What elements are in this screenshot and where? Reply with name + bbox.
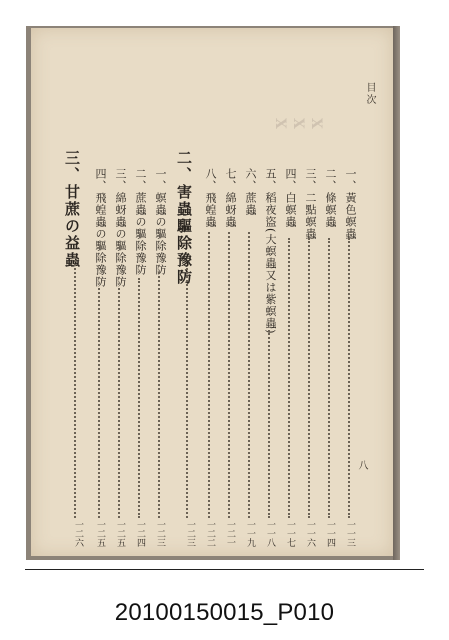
toc-entry-page: 一一九 [245, 520, 255, 547]
leader-dots [268, 330, 272, 518]
bleed-through-mark: X [308, 118, 324, 129]
toc-entry-label: 五、稻夜盜(大螟蟲又は紫螟蟲) [264, 168, 277, 335]
toc-entry-page: 一一四 [325, 520, 335, 547]
leader-dots [98, 288, 102, 518]
bleed-through-mark: X [290, 118, 306, 129]
toc-entry-page: 一一八 [265, 520, 275, 547]
page-number: 八 [356, 460, 367, 470]
toc-entry-page: 一二五 [115, 520, 125, 547]
toc-entry-label: 一、螟蟲の驅除豫防 [154, 168, 167, 276]
leader-dots [288, 238, 292, 518]
leader-dots [248, 232, 252, 518]
leader-dots [228, 232, 232, 518]
page-edge [393, 26, 400, 560]
toc-entry-page: 一二三 [185, 520, 195, 547]
toc-entry-label: 三、二點螟蟲 [304, 168, 317, 240]
toc-entry-label: 四、飛蝗蟲の驅除豫防 [94, 168, 107, 288]
section-label: 三、甘蔗の益蟲 [63, 150, 81, 269]
toc-entry-page: 一一三 [345, 520, 355, 547]
toc-entry-page: 一二一 [225, 520, 235, 547]
leader-dots [158, 272, 162, 518]
toc-entry-page: 一二四 [135, 520, 145, 547]
header-title: 目次 [364, 82, 375, 106]
leader-dots [186, 268, 190, 518]
leader-dots [308, 238, 312, 518]
leader-dots [208, 232, 212, 518]
toc-entry-label: 六、蔗蟲 [244, 168, 257, 216]
toc-entry-page: 一一七 [285, 520, 295, 547]
toc-entry-page: 一一六 [305, 520, 315, 547]
toc-entry-label: 四、白螟蟲 [284, 168, 297, 228]
toc-entry-label: 七、綿蚜蟲 [224, 168, 237, 228]
leader-dots [74, 256, 78, 518]
bleed-through-mark: X [272, 118, 288, 129]
toc-entry-page: 一二六 [73, 520, 83, 547]
toc-entry-label: 三、綿蚜蟲の驅除豫防 [114, 168, 127, 288]
toc-entry-label: 八、飛蝗蟲 [204, 168, 217, 228]
leader-dots [118, 288, 122, 518]
toc-entry-label: 一、黃色螟蟲 [344, 168, 357, 240]
image-caption: 20100150015_P010 [114, 599, 335, 626]
section-label: 二、害蟲驅除豫防 [175, 150, 193, 286]
leader-dots [348, 238, 352, 518]
toc-entry-page: 一二三 [155, 520, 165, 547]
leader-dots [138, 278, 142, 518]
caption-divider [25, 569, 424, 570]
leader-dots [328, 238, 332, 518]
toc-entry-label: 二、蔗蟲の驅除豫防 [134, 168, 147, 276]
toc-entry-page: 一二二 [205, 520, 215, 547]
toc-entry-page: 一二五 [95, 520, 105, 547]
toc-entry-label: 二、條螟蟲 [324, 168, 337, 228]
